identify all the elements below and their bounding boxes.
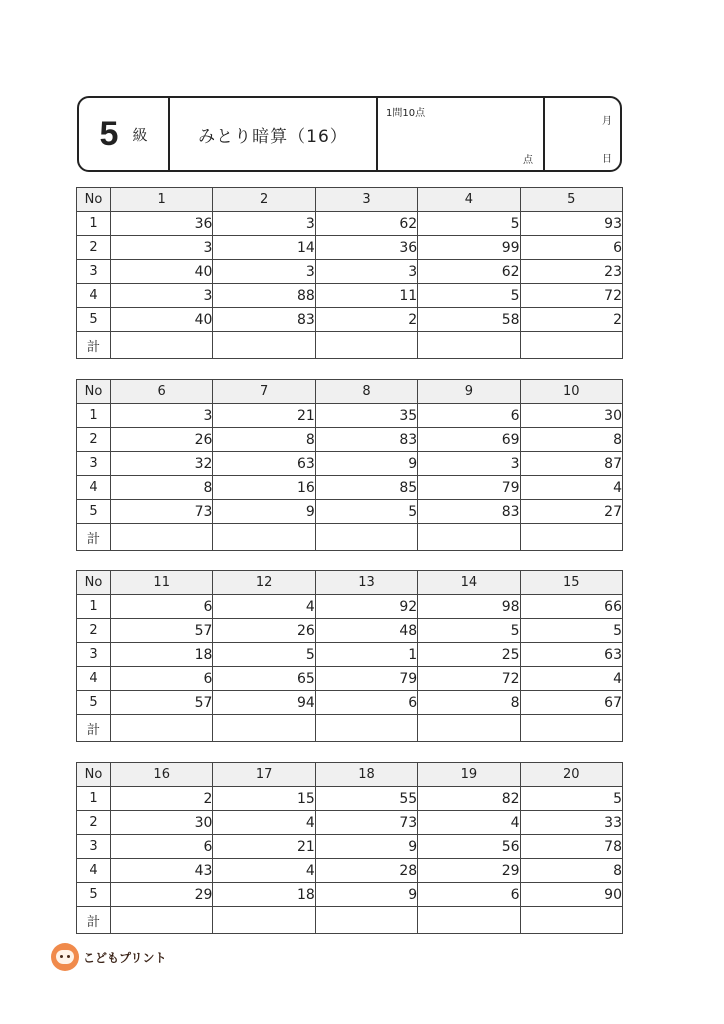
problem-number: 2 bbox=[213, 188, 315, 212]
problem-number: 15 bbox=[520, 571, 622, 595]
table-row bbox=[77, 476, 623, 500]
row-number: 2 bbox=[77, 619, 111, 643]
number-cell: 73 bbox=[111, 500, 213, 524]
brand-logo bbox=[51, 943, 167, 971]
number-cell: 32 bbox=[111, 452, 213, 476]
header-row bbox=[77, 380, 623, 404]
number-cell: 2 bbox=[520, 308, 622, 332]
problem-number: 10 bbox=[520, 380, 622, 404]
number-cell: 98 bbox=[418, 595, 520, 619]
problem-number: 3 bbox=[315, 188, 417, 212]
answer-cell[interactable] bbox=[213, 715, 315, 742]
number-cell: 9 bbox=[315, 452, 417, 476]
answer-cell[interactable] bbox=[111, 332, 213, 359]
number-cell: 62 bbox=[418, 260, 520, 284]
number-cell: 72 bbox=[520, 284, 622, 308]
number-cell: 25 bbox=[418, 643, 520, 667]
number-cell: 43 bbox=[111, 859, 213, 883]
number-cell: 99 bbox=[418, 236, 520, 260]
table-row bbox=[77, 308, 623, 332]
total-label: 計 bbox=[77, 715, 111, 742]
header-row bbox=[77, 763, 623, 787]
number-cell: 72 bbox=[418, 667, 520, 691]
row-number: 3 bbox=[77, 452, 111, 476]
row-number: 5 bbox=[77, 500, 111, 524]
number-cell: 4 bbox=[520, 667, 622, 691]
answer-cell[interactable] bbox=[213, 907, 315, 934]
problem-block bbox=[76, 379, 623, 551]
row-number: 1 bbox=[77, 404, 111, 428]
number-cell: 55 bbox=[315, 787, 417, 811]
table-row bbox=[77, 835, 623, 859]
total-row bbox=[77, 332, 623, 359]
number-cell: 48 bbox=[315, 619, 417, 643]
answer-cell[interactable] bbox=[418, 332, 520, 359]
number-cell: 29 bbox=[418, 859, 520, 883]
number-cell: 85 bbox=[315, 476, 417, 500]
row-number: 2 bbox=[77, 811, 111, 835]
month-label: 月 bbox=[602, 116, 612, 127]
number-cell: 9 bbox=[213, 500, 315, 524]
number-cell: 3 bbox=[213, 260, 315, 284]
number-cell: 40 bbox=[111, 308, 213, 332]
no-header: No bbox=[77, 763, 111, 787]
number-cell: 4 bbox=[418, 811, 520, 835]
answer-cell[interactable] bbox=[213, 332, 315, 359]
answer-cell[interactable] bbox=[418, 715, 520, 742]
row-number: 2 bbox=[77, 236, 111, 260]
number-cell: 8 bbox=[418, 691, 520, 715]
answer-cell[interactable] bbox=[111, 715, 213, 742]
number-cell: 90 bbox=[520, 883, 622, 907]
number-cell: 40 bbox=[111, 260, 213, 284]
problem-number: 1 bbox=[111, 188, 213, 212]
number-cell: 2 bbox=[111, 787, 213, 811]
row-number: 3 bbox=[77, 835, 111, 859]
number-cell: 18 bbox=[111, 643, 213, 667]
row-number: 5 bbox=[77, 883, 111, 907]
problem-number: 13 bbox=[315, 571, 417, 595]
worksheet-header bbox=[77, 96, 622, 172]
table-row bbox=[77, 452, 623, 476]
number-cell: 6 bbox=[315, 691, 417, 715]
answer-cell[interactable] bbox=[213, 524, 315, 551]
number-cell: 18 bbox=[213, 883, 315, 907]
table-row bbox=[77, 260, 623, 284]
problem-block bbox=[76, 570, 623, 742]
problem-number: 5 bbox=[520, 188, 622, 212]
number-cell: 79 bbox=[315, 667, 417, 691]
number-cell: 66 bbox=[520, 595, 622, 619]
table-row bbox=[77, 643, 623, 667]
number-cell: 8 bbox=[520, 428, 622, 452]
score-unit: 点 bbox=[523, 155, 533, 166]
answer-cell[interactable] bbox=[520, 907, 622, 934]
answer-cell[interactable] bbox=[418, 907, 520, 934]
number-cell: 63 bbox=[520, 643, 622, 667]
number-cell: 26 bbox=[111, 428, 213, 452]
number-cell: 4 bbox=[213, 811, 315, 835]
number-cell: 94 bbox=[213, 691, 315, 715]
row-number: 4 bbox=[77, 667, 111, 691]
row-number: 5 bbox=[77, 308, 111, 332]
table-row bbox=[77, 619, 623, 643]
answer-cell[interactable] bbox=[520, 332, 622, 359]
number-cell: 5 bbox=[418, 212, 520, 236]
number-cell: 23 bbox=[520, 260, 622, 284]
number-cell: 28 bbox=[315, 859, 417, 883]
number-cell: 88 bbox=[213, 284, 315, 308]
problem-number: 7 bbox=[213, 380, 315, 404]
day-label: 日 bbox=[602, 154, 612, 165]
number-cell: 29 bbox=[111, 883, 213, 907]
problem-number: 6 bbox=[111, 380, 213, 404]
row-number: 1 bbox=[77, 212, 111, 236]
number-cell: 14 bbox=[213, 236, 315, 260]
grade-number: 5 bbox=[99, 114, 119, 153]
problem-table bbox=[76, 570, 623, 742]
number-cell: 6 bbox=[111, 595, 213, 619]
number-cell: 4 bbox=[213, 595, 315, 619]
table-row bbox=[77, 883, 623, 907]
number-cell: 78 bbox=[520, 835, 622, 859]
problem-table bbox=[76, 187, 623, 359]
date-box[interactable] bbox=[545, 98, 620, 170]
answer-cell[interactable] bbox=[315, 524, 417, 551]
total-label: 計 bbox=[77, 524, 111, 551]
header-row bbox=[77, 188, 623, 212]
table-row bbox=[77, 236, 623, 260]
answer-cell[interactable] bbox=[315, 332, 417, 359]
table-row bbox=[77, 595, 623, 619]
grade-label: 級 bbox=[132, 125, 148, 144]
number-cell: 2 bbox=[315, 308, 417, 332]
table-row bbox=[77, 212, 623, 236]
row-number: 1 bbox=[77, 787, 111, 811]
number-cell: 33 bbox=[520, 811, 622, 835]
brand-name: こどもプリント bbox=[83, 950, 167, 965]
number-cell: 36 bbox=[111, 212, 213, 236]
problem-number: 11 bbox=[111, 571, 213, 595]
grade-box bbox=[79, 98, 170, 170]
problem-table bbox=[76, 762, 623, 934]
table-row bbox=[77, 428, 623, 452]
number-cell: 62 bbox=[315, 212, 417, 236]
number-cell: 30 bbox=[520, 404, 622, 428]
number-cell: 3 bbox=[111, 404, 213, 428]
total-row bbox=[77, 715, 623, 742]
number-cell: 92 bbox=[315, 595, 417, 619]
problem-number: 9 bbox=[418, 380, 520, 404]
number-cell: 58 bbox=[418, 308, 520, 332]
number-cell: 6 bbox=[418, 883, 520, 907]
number-cell: 83 bbox=[315, 428, 417, 452]
problem-number: 19 bbox=[418, 763, 520, 787]
number-cell: 6 bbox=[111, 835, 213, 859]
no-header: No bbox=[77, 571, 111, 595]
number-cell: 3 bbox=[418, 452, 520, 476]
number-cell: 5 bbox=[315, 500, 417, 524]
problem-block bbox=[76, 762, 623, 934]
table-row bbox=[77, 691, 623, 715]
problem-number: 4 bbox=[418, 188, 520, 212]
number-cell: 6 bbox=[418, 404, 520, 428]
number-cell: 82 bbox=[418, 787, 520, 811]
problem-table bbox=[76, 379, 623, 551]
answer-cell[interactable] bbox=[418, 524, 520, 551]
number-cell: 57 bbox=[111, 619, 213, 643]
number-cell: 56 bbox=[418, 835, 520, 859]
problem-number: 20 bbox=[520, 763, 622, 787]
header-row bbox=[77, 571, 623, 595]
number-cell: 3 bbox=[315, 260, 417, 284]
worksheet-title: みとり暗算（16） bbox=[170, 98, 378, 170]
problem-number: 8 bbox=[315, 380, 417, 404]
total-row bbox=[77, 907, 623, 934]
number-cell: 87 bbox=[520, 452, 622, 476]
number-cell: 27 bbox=[520, 500, 622, 524]
problem-number: 14 bbox=[418, 571, 520, 595]
no-header: No bbox=[77, 380, 111, 404]
table-row bbox=[77, 500, 623, 524]
number-cell: 6 bbox=[111, 667, 213, 691]
number-cell: 8 bbox=[520, 859, 622, 883]
answer-cell[interactable] bbox=[520, 524, 622, 551]
number-cell: 21 bbox=[213, 835, 315, 859]
row-number: 4 bbox=[77, 476, 111, 500]
problem-number: 18 bbox=[315, 763, 417, 787]
number-cell: 67 bbox=[520, 691, 622, 715]
number-cell: 21 bbox=[213, 404, 315, 428]
answer-cell[interactable] bbox=[111, 524, 213, 551]
number-cell: 5 bbox=[418, 619, 520, 643]
number-cell: 3 bbox=[111, 236, 213, 260]
number-cell: 5 bbox=[418, 284, 520, 308]
cat-logo-icon bbox=[51, 943, 79, 971]
answer-cell[interactable] bbox=[520, 715, 622, 742]
number-cell: 3 bbox=[213, 212, 315, 236]
number-cell: 6 bbox=[520, 236, 622, 260]
row-number: 5 bbox=[77, 691, 111, 715]
number-cell: 4 bbox=[520, 476, 622, 500]
row-number: 4 bbox=[77, 284, 111, 308]
problem-number: 16 bbox=[111, 763, 213, 787]
problem-number: 17 bbox=[213, 763, 315, 787]
number-cell: 9 bbox=[315, 883, 417, 907]
number-cell: 11 bbox=[315, 284, 417, 308]
number-cell: 79 bbox=[418, 476, 520, 500]
number-cell: 1 bbox=[315, 643, 417, 667]
answer-cell[interactable] bbox=[111, 907, 213, 934]
number-cell: 5 bbox=[520, 619, 622, 643]
table-row bbox=[77, 404, 623, 428]
number-cell: 57 bbox=[111, 691, 213, 715]
row-number: 4 bbox=[77, 859, 111, 883]
number-cell: 16 bbox=[213, 476, 315, 500]
number-cell: 63 bbox=[213, 452, 315, 476]
row-number: 2 bbox=[77, 428, 111, 452]
number-cell: 35 bbox=[315, 404, 417, 428]
row-number: 1 bbox=[77, 595, 111, 619]
table-row bbox=[77, 284, 623, 308]
number-cell: 8 bbox=[213, 428, 315, 452]
number-cell: 3 bbox=[111, 284, 213, 308]
problem-number: 12 bbox=[213, 571, 315, 595]
number-cell: 15 bbox=[213, 787, 315, 811]
number-cell: 5 bbox=[520, 787, 622, 811]
total-label: 計 bbox=[77, 332, 111, 359]
number-cell: 73 bbox=[315, 811, 417, 835]
number-cell: 69 bbox=[418, 428, 520, 452]
total-row bbox=[77, 524, 623, 551]
number-cell: 93 bbox=[520, 212, 622, 236]
table-row bbox=[77, 667, 623, 691]
number-cell: 4 bbox=[213, 859, 315, 883]
row-number: 3 bbox=[77, 643, 111, 667]
number-cell: 8 bbox=[111, 476, 213, 500]
table-row bbox=[77, 811, 623, 835]
number-cell: 30 bbox=[111, 811, 213, 835]
total-label: 計 bbox=[77, 907, 111, 934]
number-cell: 5 bbox=[213, 643, 315, 667]
number-cell: 83 bbox=[213, 308, 315, 332]
score-rule: 1問10点 bbox=[386, 108, 426, 119]
row-number: 3 bbox=[77, 260, 111, 284]
number-cell: 83 bbox=[418, 500, 520, 524]
number-cell: 65 bbox=[213, 667, 315, 691]
number-cell: 36 bbox=[315, 236, 417, 260]
answer-cell[interactable] bbox=[315, 907, 417, 934]
problem-block bbox=[76, 187, 623, 359]
number-cell: 9 bbox=[315, 835, 417, 859]
no-header: No bbox=[77, 188, 111, 212]
table-row bbox=[77, 787, 623, 811]
answer-cell[interactable] bbox=[315, 715, 417, 742]
table-row bbox=[77, 859, 623, 883]
score-box[interactable] bbox=[378, 98, 545, 170]
number-cell: 26 bbox=[213, 619, 315, 643]
